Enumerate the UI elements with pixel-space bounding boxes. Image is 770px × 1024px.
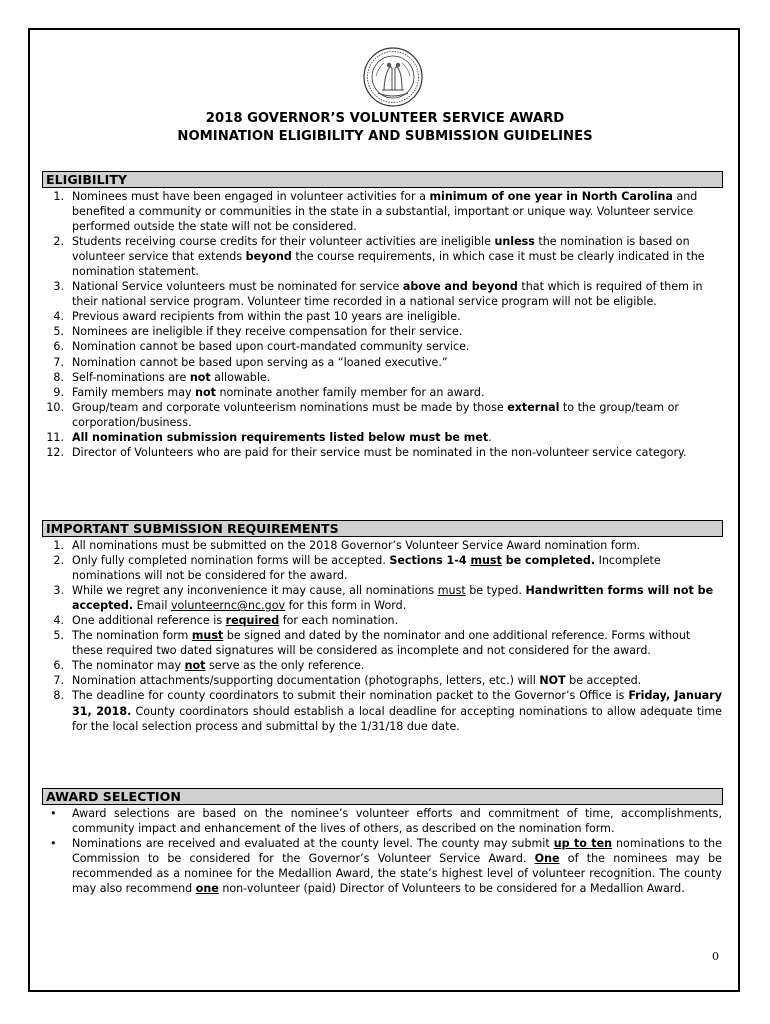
- list-item: [42, 370, 722, 385]
- item-text: [72, 235, 705, 278]
- list-item: [42, 628, 722, 658]
- body-text: Email: [133, 599, 171, 613]
- item-number: 4.: [53, 614, 64, 628]
- item-number: 11.: [46, 430, 64, 444]
- email-link[interactable]: volunteernc@nc.gov: [170, 599, 286, 613]
- item-text: [72, 431, 492, 444]
- list-item: [42, 400, 722, 430]
- list-item: [42, 613, 722, 628]
- body-text: be accepted.: [565, 674, 642, 688]
- body-text: Group/team and corporate volunteerism nominations must be made by those: [72, 400, 508, 414]
- body-text: that which is required of them in their national service program. Volunteer time recorded in a national service program will not be eligible.: [72, 280, 703, 309]
- item-text: [72, 446, 687, 459]
- emphasis-text: Friday, January 31, 2018.: [72, 689, 722, 718]
- item-text: [72, 554, 661, 582]
- list-item: [42, 234, 722, 279]
- list-item: [42, 189, 722, 234]
- emphasis-text: required: [225, 614, 280, 628]
- body-text: Nominees are ineligible if they receive compensation for their service.: [72, 325, 463, 339]
- emphasis-text: up to ten: [553, 837, 612, 851]
- state-seal-icon: [362, 46, 424, 108]
- item-text: [72, 190, 697, 233]
- eligibility-list: [42, 189, 722, 460]
- body-text: nominate another family member for an award.: [215, 385, 485, 399]
- submission-requirements-list: [42, 538, 722, 734]
- body-text: National Service volunteers must be nominated for service: [72, 280, 403, 294]
- body-text: .: [488, 430, 492, 444]
- item-number: 3.: [53, 584, 64, 598]
- item-text: [72, 629, 690, 657]
- body-text: allowable.: [210, 370, 271, 384]
- body-text: to the group/team or corporation/business.: [72, 400, 679, 429]
- list-item: [42, 430, 722, 445]
- body-text: of the nominees may be recommended as a nominee for the Medallion Award, the state’s highest level of volunteer recognition. The county may also recommend: [72, 852, 722, 896]
- body-text: serve as the only reference.: [205, 659, 365, 673]
- body-text: nominations to the Commission to be considered for the Governor’s Volunteer Service Award.: [72, 837, 722, 866]
- emphasis-text: external: [507, 400, 560, 414]
- body-text: Previous award recipients from within the past 10 years are ineligible.: [72, 310, 461, 324]
- list-item: [42, 279, 722, 309]
- item-text: [72, 386, 485, 399]
- item-text: [72, 688, 722, 733]
- item-number: 6.: [53, 340, 64, 354]
- list-item: [42, 583, 722, 613]
- emphasis-text: beyond: [245, 250, 292, 264]
- item-number: 8.: [53, 370, 64, 384]
- item-text: [72, 325, 462, 338]
- item-number: 7.: [53, 355, 64, 369]
- item-text: [72, 340, 469, 353]
- item-text: [72, 614, 398, 627]
- body-text: for this form in Word.: [285, 599, 407, 613]
- list-item: [42, 688, 722, 733]
- item-number: 5.: [53, 325, 64, 339]
- body-text: Nominees must have been engaged in volunteer activities for a: [72, 190, 430, 203]
- item-number: 3.: [53, 280, 64, 294]
- item-number: 5.: [53, 629, 64, 643]
- award-selection-header: AWARD SELECTION: [42, 788, 723, 805]
- item-number: 2.: [53, 235, 64, 249]
- body-text: for each nomination.: [279, 614, 399, 628]
- body-text: the nomination is based on volunteer service that extends: [72, 235, 690, 264]
- emphasis-text: not: [189, 370, 211, 384]
- item-text: [72, 280, 703, 308]
- body-text: One additional reference is: [72, 614, 226, 628]
- emphasis-text: unless: [494, 235, 535, 249]
- body-text: The deadline for county coordinators to submit their nomination packet to the Governor’s Office is: [72, 689, 629, 703]
- emphasis-text: NOT: [539, 674, 566, 688]
- submission-requirements-header: IMPORTANT SUBMISSION REQUIREMENTS: [42, 520, 723, 537]
- emphasis-text: not: [195, 385, 216, 399]
- item-number: 10.: [46, 400, 64, 414]
- item-text: [72, 371, 270, 384]
- award-selection-list: [42, 806, 722, 896]
- item-number: 7.: [53, 674, 64, 688]
- emphasis-text: be completed.: [501, 554, 596, 568]
- body-text: The nominator may: [72, 659, 185, 673]
- body-text: Self-nominations are: [72, 370, 190, 384]
- list-item: [42, 339, 722, 354]
- emphasis-text: must: [470, 554, 502, 568]
- body-text: Nomination cannot be based upon court-mandated community service.: [72, 340, 470, 354]
- item-text: [72, 539, 640, 552]
- emphasis-text: All nomination submission requirements listed below must be met: [72, 430, 489, 444]
- list-item: [42, 658, 722, 673]
- body-text: be typed.: [465, 584, 526, 598]
- item-number: 8.: [53, 689, 64, 703]
- body-text: While we regret any inconvenience it may cause, all nominations: [72, 584, 438, 598]
- item-number: 12.: [46, 445, 64, 459]
- item-number: 1.: [53, 190, 64, 203]
- item-number: 4.: [53, 310, 64, 324]
- body-text: must: [437, 584, 466, 598]
- body-text: All nominations must be submitted on the 2018 Governor’s Volunteer Service Award nomination form.: [72, 539, 641, 552]
- body-text: non-volunteer (paid) Director of Volunteers to be considered for a Medallion Award.: [218, 882, 685, 896]
- list-item: [42, 385, 722, 400]
- page-title-line-1: 2018 GOVERNOR’S VOLUNTEER SERVICE AWARD: [205, 111, 565, 126]
- emphasis-text: Sections 1-4: [389, 554, 471, 568]
- list-item: [42, 673, 722, 688]
- body-text: The nomination form: [72, 629, 192, 643]
- body-text: Nomination attachments/supporting documentation (photographs, letters, etc.) will: [72, 674, 540, 688]
- emphasis-text: above and beyond: [402, 280, 518, 294]
- item-number: 1.: [53, 539, 64, 552]
- emphasis-text: minimum of one year in North Carolina: [429, 190, 673, 203]
- body-text: and benefited a community or communities in the state in a substantial, important or unique way. Volunteer service performed outside the state will not be considered.: [72, 190, 698, 234]
- list-item: [42, 324, 722, 339]
- emphasis-text: must: [191, 629, 224, 643]
- page-number: 0: [712, 950, 719, 963]
- emphasis-text: one: [195, 882, 219, 896]
- eligibility-header: ELIGIBILITY: [42, 171, 723, 188]
- item-text: [72, 356, 448, 369]
- item-text: [72, 659, 364, 672]
- list-item: [42, 806, 722, 836]
- bullet-icon: •: [50, 807, 57, 820]
- item-text: [72, 674, 641, 687]
- list-item: [42, 445, 722, 460]
- list-item: [42, 538, 722, 553]
- body-text: Incomplete nominations will not be considered for the award.: [72, 554, 661, 583]
- list-item: [42, 309, 722, 324]
- body-text: be signed and dated by the nominator and one additional reference. Forms without these required two dated signatures will be considered as incomplete and not considered for the award.: [72, 629, 691, 658]
- item-text: [72, 401, 679, 429]
- page-title-line-2: NOMINATION ELIGIBILITY AND SUBMISSION GUIDELINES: [177, 129, 593, 144]
- item-number: 2.: [53, 554, 64, 568]
- item-text: [72, 584, 713, 612]
- emphasis-text: not: [184, 659, 206, 673]
- item-text: [72, 310, 461, 323]
- emphasis-text: One: [534, 852, 560, 866]
- body-text: Nominations are received and evaluated at the county level. The county may submit: [72, 837, 554, 851]
- body-text: Family members may: [72, 385, 196, 399]
- list-item: [42, 836, 722, 896]
- item-text: [72, 836, 722, 896]
- emphasis-text: Handwritten forms will not be accepted.: [72, 584, 714, 613]
- body-text: the course requirements, in which case it must be clearly indicated in the nomination statement.: [72, 250, 705, 279]
- list-item: [42, 355, 722, 370]
- body-text: Director of Volunteers who are paid for their service must be nominated in the non-volunteer service category.: [72, 445, 687, 459]
- body-text: Nomination cannot be based upon serving as a “loaned executive.”: [72, 355, 448, 369]
- item-text: [72, 806, 722, 836]
- item-number: 9.: [53, 385, 64, 399]
- bullet-icon: •: [50, 837, 57, 851]
- body-text: Only fully completed nomination forms will be accepted.: [72, 554, 390, 568]
- body-text: Award selections are based on the nominee’s volunteer efforts and commitment of time, accomplishments, community impact and enhancement of the lives of others, as described on the nomination form.: [72, 807, 722, 836]
- body-text: County coordinators should establish a local deadline for accepting nominations to allow adequate time for the local selection process and submittal by the 1/31/18 due date.: [72, 704, 722, 733]
- item-number: 6.: [53, 659, 64, 673]
- list-item: [42, 553, 722, 583]
- body-text: Students receiving course credits for their volunteer activities are ineligible: [72, 235, 495, 249]
